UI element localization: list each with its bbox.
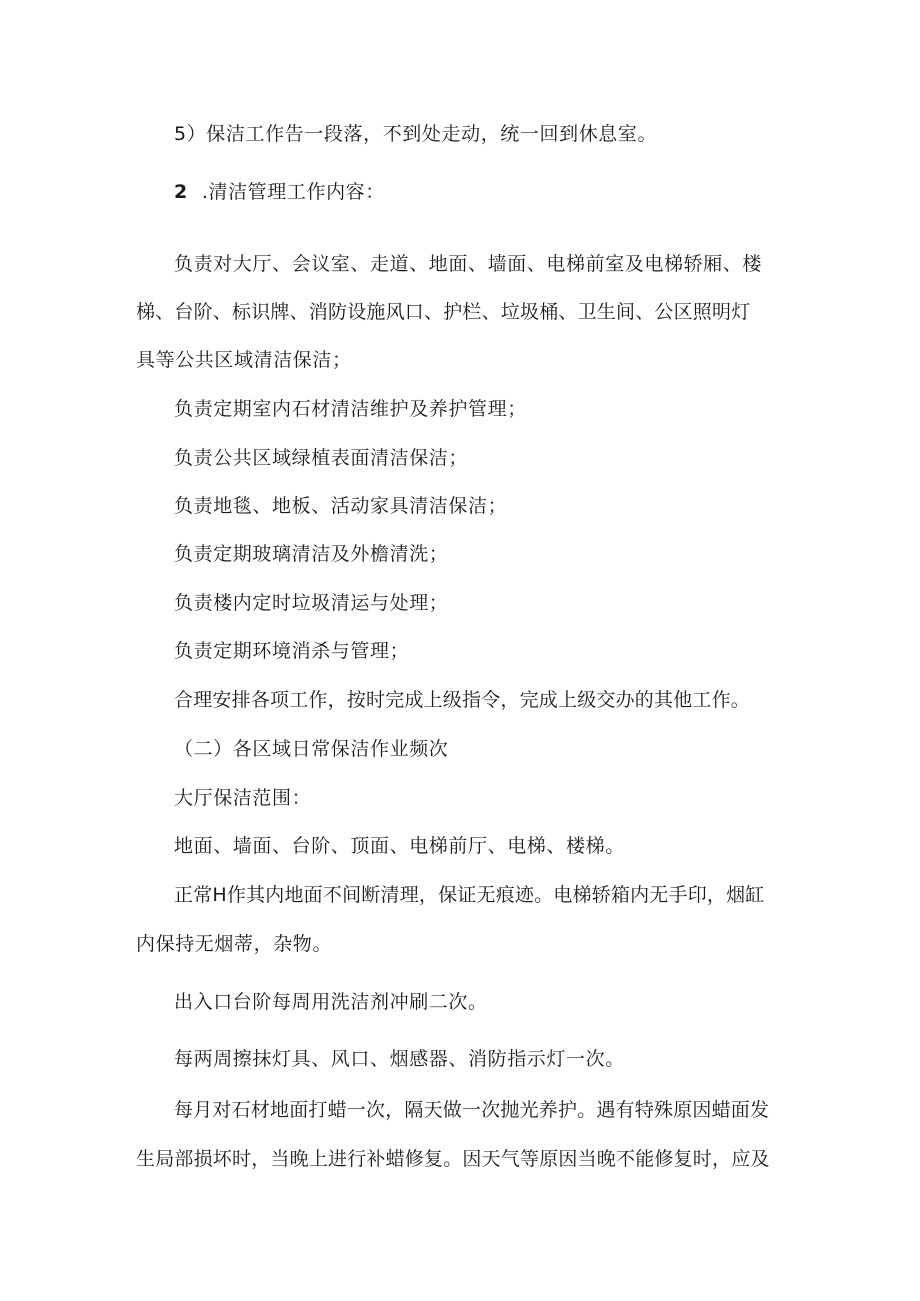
lobby-scope-text: 地面、墙面、台阶、顶面、电梯前厅、电梯、楼梯。	[174, 835, 625, 857]
section-2-number: 2	[174, 181, 188, 203]
monthly-line-1: 每月对石材地面打蜡一次，隔天做一次抛光养护。遇有特殊原因蜡面发	[174, 1099, 770, 1121]
duty-4: 负责地毯、地板、活动家具清洁保洁；	[174, 495, 508, 517]
normal-line-2: 内保持无烟蒂，杂物。	[136, 933, 333, 955]
item-5-text: 5）保洁工作告一段落，不到处走动，统一回到休息室。	[174, 123, 658, 145]
duty-3: 负责公共区域绿植表面清洁保洁；	[174, 447, 469, 469]
duty-8: 合理安排各项工作，按时完成上级指令，完成上级交办的其他工作。	[174, 689, 751, 711]
duty-1-line-3: 具等公共区域清洁保洁；	[136, 349, 352, 371]
subsection-heading: （二）各区域日常保洁作业频次	[174, 738, 449, 760]
lobby-scope-label: 大厅保洁范围：	[174, 787, 312, 809]
duty-5: 负责定期玻璃清洁及外檐清洗；	[174, 543, 449, 565]
entrance-text: 出入口台阶每周用洗洁剂冲刷二次。	[174, 991, 488, 1013]
normal-line-1: 正常H作其内地面不间断清理，保证无痕迹。电梯轿箱内无手印，烟缸	[174, 884, 765, 906]
section-2-title: .清洁管理工作内容：	[201, 181, 385, 203]
duty-2: 负责定期室内石材清洁维护及养护管理；	[174, 398, 527, 420]
monthly-line-2: 生局部损坏时，当晚上进行补蜡修复。因天气等原因当晚不能修复时，应及	[136, 1148, 770, 1170]
duty-1-line-2: 梯、台阶、标识牌、消防设施风口、护栏、垃圾桶、卫生间、公区照明灯	[136, 301, 751, 323]
duty-6: 负责楼内定时垃圾清运与处理；	[174, 592, 449, 614]
duty-7: 负责定期环境消杀与管理；	[174, 640, 410, 662]
biweekly-text: 每两周擦抹灯具、风口、烟感器、消防指示灯一次。	[174, 1048, 625, 1070]
section-2-heading	[174, 180, 385, 204]
duty-1-line-1: 负责对大厅、会议室、走道、地面、墙面、电梯前室及电梯轿厢、楼	[174, 253, 763, 275]
